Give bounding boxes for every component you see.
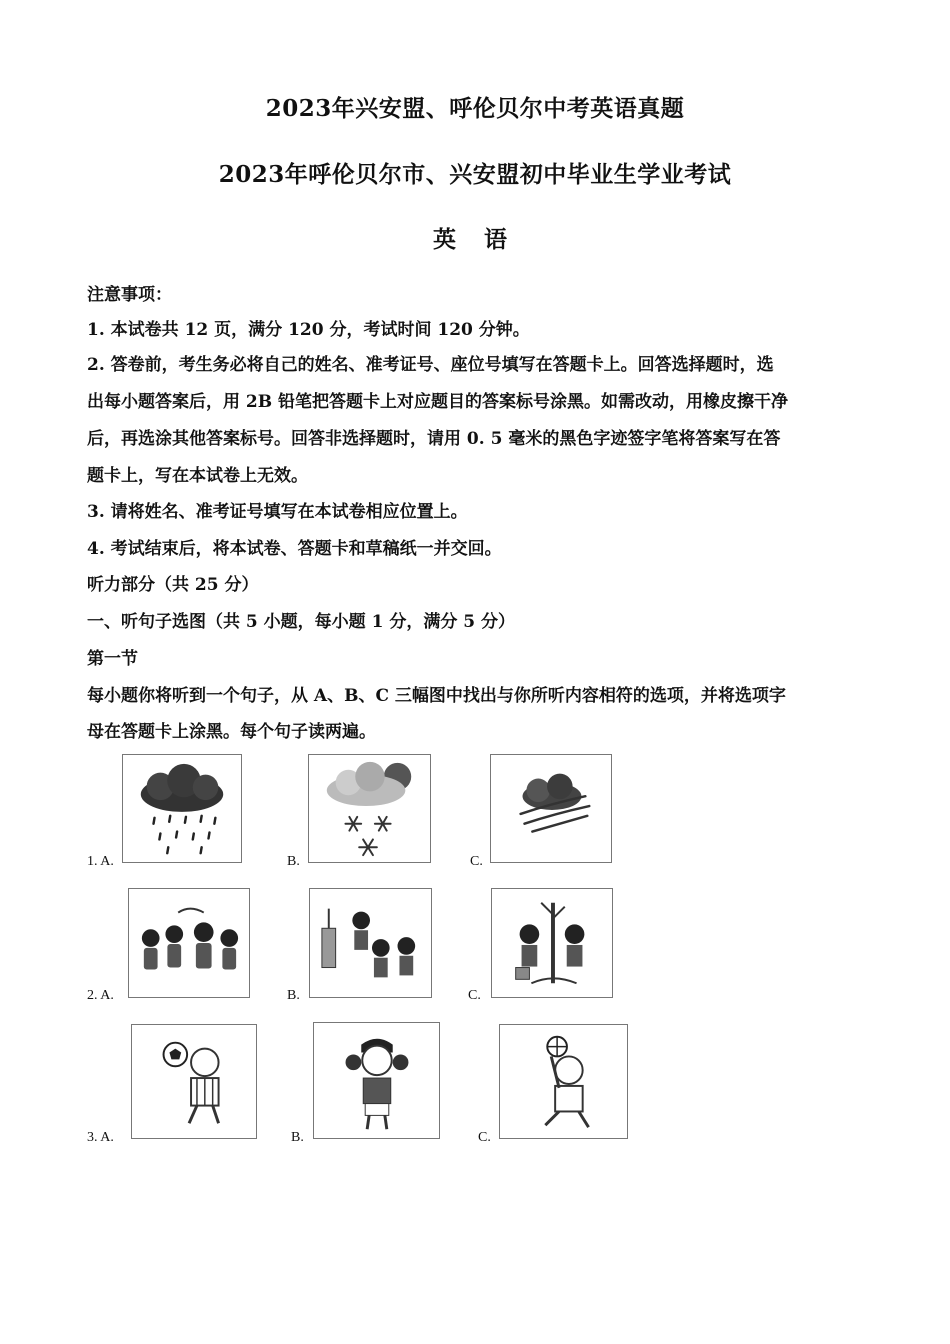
football-boy-icon [132,1025,256,1138]
notice-line-3: 出每小题答案后，用 2B 铅笔把答题卡上对应题目的答案标号涂黑。如需改动，用橡皮擦干净 [87,392,789,412]
q2-label-a: 2. A. [87,988,114,1003]
q2-option-a-picture [128,888,250,998]
children-playing-icon [310,889,431,997]
q1-option-b-picture [308,754,431,863]
notice-line-7: 4. 考试结束后，将本试卷、答题卡和草稿纸一并交回。 [87,539,502,559]
q1-option-c-picture [490,754,612,863]
q2-option-b-picture [309,888,432,998]
subsection-heading: 第一节 [87,649,138,669]
subject-title: 英 语 [432,226,517,253]
basketball-boy-icon [500,1025,627,1138]
notice-line-4: 后，再选涂其他答案标号。回答非选择题时，请用 0. 5 毫米的黑色字迹签字笔将答案写在答 [87,429,781,449]
q3-option-a-picture [131,1024,257,1139]
listening-part-heading: 听力部分（共 25 分） [87,575,259,595]
instruction-line-2: 母在答题卡上涂黑。每个句子读两遍。 [87,722,376,742]
q2-option-c-picture [491,888,613,998]
children-group-icon [129,889,249,997]
notice-heading: 注意事项： [87,285,172,305]
q1-label-b: B. [287,854,300,869]
exam-title-1: 2023年兴安盟、呼伦贝尔中考英语真题 [265,95,685,122]
q2-label-c: C. [468,988,481,1003]
q3-label-b: B. [291,1130,304,1145]
q1-option-a-picture [122,754,242,863]
notice-line-6: 3. 请将姓名、准考证号填写在本试卷相应位置上。 [87,502,468,522]
rain-cloud-icon [123,755,241,862]
boxing-boy-icon [314,1023,439,1138]
q1-label-c: C. [470,854,483,869]
q3-option-b-picture [313,1022,440,1139]
exam-title-2: 2023年呼伦贝尔市、兴安盟初中毕业生学业考试 [218,161,732,188]
tree-planting-icon [492,889,612,997]
notice-line-2: 2. 答卷前，考生务必将自己的姓名、准考证号、座位号填写在答题卡上。回答选择题时，选 [87,355,774,375]
q3-label-a: 3. A. [87,1130,114,1145]
q1-label-a: 1. A. [87,854,114,869]
wind-icon [491,755,611,862]
instruction-line-1: 每小题你将听到一个句子，从 A、B、C 三幅图中找出与你所听内容相符的选项，并将选项字 [87,686,786,706]
snow-cloud-icon [309,755,430,862]
q3-label-c: C. [478,1130,491,1145]
q2-label-b: B. [287,988,300,1003]
notice-line-1: 1. 本试卷共 12 页，满分 120 分，考试时间 120 分钟。 [87,320,530,340]
notice-line-5: 题卡上，写在本试卷上无效。 [87,466,308,486]
section-one-heading: 一、听句子选图（共 5 小题，每小题 1 分，满分 5 分） [87,612,515,632]
q3-option-c-picture [499,1024,628,1139]
